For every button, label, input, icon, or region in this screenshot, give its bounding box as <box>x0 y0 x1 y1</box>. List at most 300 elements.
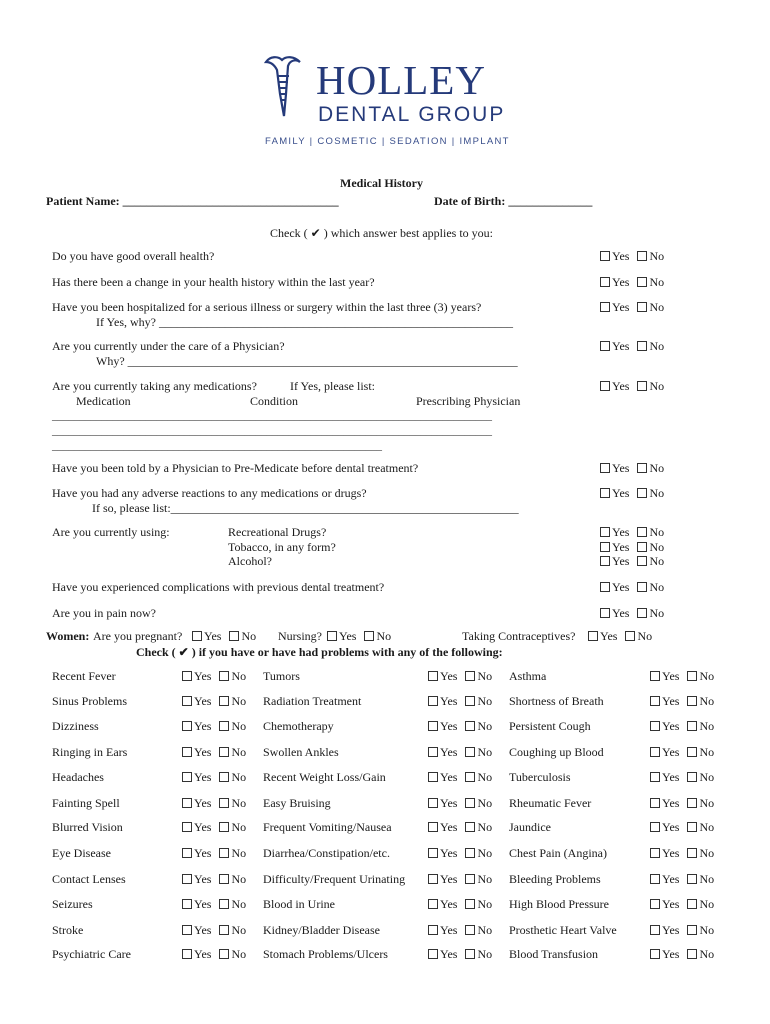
yes-checkbox[interactable] <box>182 671 192 681</box>
no-checkbox[interactable] <box>219 874 229 884</box>
no-label: No <box>231 719 247 733</box>
no-label: No <box>649 300 665 314</box>
yes-label: Yes <box>662 846 680 860</box>
no-label: No <box>231 770 247 784</box>
no-label: No <box>231 947 247 961</box>
condition-label: Seizures <box>52 897 93 911</box>
yes-no-checkboxes <box>600 580 664 595</box>
no-label: No <box>231 872 247 886</box>
no-checkbox[interactable] <box>687 696 697 706</box>
no-checkbox[interactable] <box>465 671 475 681</box>
no-checkbox[interactable] <box>465 848 475 858</box>
yes-checkbox[interactable] <box>600 556 610 566</box>
yes-label: Yes <box>612 461 630 475</box>
yes-checkbox[interactable] <box>182 925 192 935</box>
question-subtext: Tobacco, in any form? <box>228 540 336 554</box>
condition-label: Asthma <box>509 669 547 683</box>
yes-label: Yes <box>662 947 680 961</box>
yes-no-checkboxes <box>600 525 664 540</box>
yes-label: Yes <box>440 669 458 683</box>
no-checkbox[interactable] <box>219 747 229 757</box>
condition-label: Easy Bruising <box>263 796 331 810</box>
no-checkbox[interactable] <box>687 721 697 731</box>
yes-label: Yes <box>194 897 212 911</box>
no-checkbox[interactable] <box>687 747 697 757</box>
yes-no-checkboxes <box>428 719 492 734</box>
no-label: No <box>699 796 715 810</box>
condition-label: Shortness of Breath <box>509 694 604 708</box>
yes-label: Yes <box>440 947 458 961</box>
yes-checkbox[interactable] <box>650 798 660 808</box>
no-checkbox[interactable] <box>465 874 475 884</box>
no-label: No <box>649 486 665 500</box>
condition-label: Frequent Vomiting/Nausea <box>263 820 392 834</box>
yes-no-checkboxes <box>182 770 246 785</box>
women-label: Women: <box>46 629 90 643</box>
yes-label: Yes <box>612 275 630 289</box>
question-text: Are you currently taking any medications? <box>52 379 257 393</box>
yes-label: Yes <box>440 770 458 784</box>
yes-no-checkboxes <box>600 249 664 264</box>
logo-tagline: FAMILY | COSMETIC | SEDATION | IMPLANT <box>265 136 510 147</box>
yes-label: Yes <box>612 249 630 263</box>
condition-label: Kidney/Bladder Disease <box>263 923 380 937</box>
condition-label: Blood Transfusion <box>509 947 599 961</box>
yes-label: Yes <box>440 897 458 911</box>
yes-label: Yes <box>662 820 680 834</box>
no-label: No <box>649 554 665 568</box>
no-label: No <box>477 770 493 784</box>
no-label: No <box>241 629 257 643</box>
no-checkbox[interactable] <box>637 542 647 552</box>
condition-label: Swollen Ankles <box>263 745 339 759</box>
condition-label: Prosthetic Heart Valve <box>509 923 617 937</box>
condition-label: Ringing in Ears <box>52 745 128 759</box>
no-checkbox[interactable] <box>637 341 647 351</box>
no-checkbox[interactable] <box>219 848 229 858</box>
no-checkbox[interactable] <box>687 949 697 959</box>
no-label: No <box>477 923 493 937</box>
condition-label: Contact Lenses <box>52 872 126 886</box>
yes-no-checkboxes <box>428 947 492 962</box>
condition-label: Psychiatric Care <box>52 947 131 961</box>
yes-no-checkboxes <box>182 897 246 912</box>
yes-no-checkboxes <box>650 820 714 835</box>
no-checkbox[interactable] <box>465 949 475 959</box>
no-label: No <box>477 796 493 810</box>
yes-no-checkboxes <box>182 923 246 938</box>
logo-subtitle: DENTAL GROUP <box>318 103 506 126</box>
yes-label: Yes <box>440 872 458 886</box>
yes-checkbox[interactable] <box>650 696 660 706</box>
yes-checkbox[interactable] <box>428 822 438 832</box>
yes-no-checkboxes <box>650 719 714 734</box>
no-checkbox[interactable] <box>637 527 647 537</box>
question-text: Has there been a change in your health history within the last year? <box>52 275 375 289</box>
condition-label: Rheumatic Fever <box>509 796 592 810</box>
yes-checkbox[interactable] <box>650 899 660 909</box>
yes-label: Yes <box>440 796 458 810</box>
yes-no-checkboxes <box>650 669 714 684</box>
no-checkbox[interactable] <box>637 608 647 618</box>
yes-checkbox[interactable] <box>650 772 660 782</box>
no-label: No <box>477 872 493 886</box>
yes-no-checkboxes <box>650 846 714 861</box>
no-checkbox[interactable] <box>219 772 229 782</box>
condition-label: Headaches <box>52 770 104 784</box>
yes-no-checkboxes <box>428 745 492 760</box>
question-text: Are you in pain now? <box>52 606 156 620</box>
no-checkbox[interactable] <box>687 671 697 681</box>
no-checkbox[interactable] <box>637 381 647 391</box>
yes-no-checkboxes <box>428 872 492 887</box>
blank-line: ________________________________________________________________________________ <box>52 425 492 437</box>
no-label: No <box>649 275 665 289</box>
no-checkbox[interactable] <box>465 822 475 832</box>
yes-no-checkboxes <box>182 820 246 835</box>
condition-label: Bleeding Problems <box>509 872 601 886</box>
yes-checkbox[interactable] <box>428 949 438 959</box>
no-checkbox[interactable] <box>625 631 635 641</box>
yes-no-checkboxes <box>650 897 714 912</box>
no-checkbox[interactable] <box>219 925 229 935</box>
yes-label: Yes <box>662 745 680 759</box>
question-text: Have you experienced complications with previous dental treatment? <box>52 580 385 594</box>
yes-checkbox[interactable] <box>650 822 660 832</box>
condition-label: Coughing up Blood <box>509 745 604 759</box>
logo <box>262 54 512 154</box>
yes-checkbox[interactable] <box>182 696 192 706</box>
yes-checkbox[interactable] <box>650 949 660 959</box>
yes-label: Yes <box>662 796 680 810</box>
yes-no-checkboxes <box>650 923 714 938</box>
yes-no-checkboxes <box>650 796 714 811</box>
yes-no-checkboxes <box>588 629 652 644</box>
yes-checkbox[interactable] <box>182 848 192 858</box>
no-label: No <box>649 249 665 263</box>
yes-no-checkboxes <box>428 796 492 811</box>
date-of-birth-field: Date of Birth: ______________ <box>434 194 593 208</box>
page-title: Medical History <box>340 176 423 190</box>
yes-label: Yes <box>194 719 212 733</box>
yes-checkbox[interactable] <box>600 341 610 351</box>
yes-checkbox[interactable] <box>182 721 192 731</box>
yes-checkbox[interactable] <box>650 874 660 884</box>
yes-label: Yes <box>612 525 630 539</box>
yes-checkbox[interactable] <box>182 772 192 782</box>
no-label: No <box>231 897 247 911</box>
yes-checkbox[interactable] <box>600 608 610 618</box>
yes-checkbox[interactable] <box>428 899 438 909</box>
yes-label: Yes <box>662 770 680 784</box>
no-label: No <box>637 629 653 643</box>
yes-no-checkboxes <box>600 540 664 555</box>
yes-no-checkboxes <box>428 923 492 938</box>
no-checkbox[interactable] <box>637 277 647 287</box>
yes-label: Yes <box>194 745 212 759</box>
no-checkbox[interactable] <box>219 798 229 808</box>
question-subtext: If Yes, please list: <box>290 379 375 393</box>
yes-checkbox[interactable] <box>182 874 192 884</box>
yes-label: Yes <box>194 947 212 961</box>
yes-no-checkboxes <box>182 694 246 709</box>
question-subtext: If so, please list:__________________________________________________________ <box>92 501 519 515</box>
blank-line: ________________________________________________________________________________ <box>52 410 492 422</box>
yes-checkbox[interactable] <box>182 747 192 757</box>
yes-label: Yes <box>194 820 212 834</box>
no-checkbox[interactable] <box>219 671 229 681</box>
no-checkbox[interactable] <box>465 925 475 935</box>
yes-no-checkboxes <box>650 770 714 785</box>
yes-no-checkboxes <box>428 669 492 684</box>
no-label: No <box>649 461 665 475</box>
no-checkbox[interactable] <box>687 772 697 782</box>
yes-no-checkboxes <box>428 820 492 835</box>
yes-checkbox[interactable] <box>600 527 610 537</box>
yes-checkbox[interactable] <box>428 696 438 706</box>
no-checkbox[interactable] <box>637 302 647 312</box>
yes-checkbox[interactable] <box>600 302 610 312</box>
yes-checkbox[interactable] <box>600 582 610 592</box>
no-checkbox[interactable] <box>637 582 647 592</box>
yes-label: Yes <box>440 694 458 708</box>
condition-label: High Blood Pressure <box>509 897 609 911</box>
no-checkbox[interactable] <box>687 822 697 832</box>
question-text: Have you been hospitalized for a serious illness or surgery within the last three (3) years? <box>52 300 482 314</box>
no-label: No <box>699 770 715 784</box>
yes-label: Yes <box>662 923 680 937</box>
no-label: No <box>699 745 715 759</box>
yes-checkbox[interactable] <box>428 671 438 681</box>
yes-no-checkboxes <box>428 694 492 709</box>
no-checkbox[interactable] <box>465 721 475 731</box>
no-label: No <box>699 719 715 733</box>
no-checkbox[interactable] <box>465 899 475 909</box>
no-label: No <box>231 669 247 683</box>
no-checkbox[interactable] <box>687 874 697 884</box>
no-label: No <box>699 820 715 834</box>
yes-checkbox[interactable] <box>182 798 192 808</box>
yes-label: Yes <box>662 694 680 708</box>
yes-checkbox[interactable] <box>182 899 192 909</box>
no-checkbox[interactable] <box>219 899 229 909</box>
yes-no-checkboxes <box>600 379 664 394</box>
yes-no-checkboxes <box>182 947 246 962</box>
no-checkbox[interactable] <box>465 798 475 808</box>
yes-checkbox[interactable] <box>428 848 438 858</box>
condition-label: Persistent Cough <box>509 719 591 733</box>
condition-label: Recent Fever <box>52 669 116 683</box>
condition-label: Stomach Problems/Ulcers <box>263 947 388 961</box>
yes-checkbox[interactable] <box>428 925 438 935</box>
yes-label: Yes <box>194 770 212 784</box>
yes-no-checkboxes <box>182 846 246 861</box>
yes-label: Yes <box>612 540 630 554</box>
yes-label: Yes <box>194 669 212 683</box>
no-checkbox[interactable] <box>465 747 475 757</box>
yes-label: Yes <box>194 796 212 810</box>
condition-label: Eye Disease <box>52 846 111 860</box>
no-label: No <box>231 745 247 759</box>
no-checkbox[interactable] <box>637 463 647 473</box>
yes-no-checkboxes <box>600 606 664 621</box>
condition-label: Diarrhea/Constipation/etc. <box>263 846 390 860</box>
logo-name: HOLLEY <box>316 57 486 103</box>
condition-label: Chest Pain (Angina) <box>509 846 607 860</box>
no-checkbox[interactable] <box>637 556 647 566</box>
no-checkbox[interactable] <box>687 798 697 808</box>
no-label: No <box>231 694 247 708</box>
yes-label: Yes <box>440 923 458 937</box>
question-text: Do you have good overall health? <box>52 249 215 263</box>
condition-label: Tumors <box>263 669 300 683</box>
no-checkbox[interactable] <box>687 899 697 909</box>
no-label: No <box>699 846 715 860</box>
column-header: Prescribing Physician <box>416 394 521 408</box>
yes-checkbox[interactable] <box>428 798 438 808</box>
question-text: Have you had any adverse reactions to any medications or drugs? <box>52 486 367 500</box>
yes-no-checkboxes <box>182 669 246 684</box>
pregnant-question: Are you pregnant? <box>93 629 183 643</box>
yes-checkbox[interactable] <box>600 463 610 473</box>
no-label: No <box>231 923 247 937</box>
no-checkbox[interactable] <box>219 949 229 959</box>
question-subtext: If Yes, why? ___________________________________________________________ <box>96 315 513 329</box>
no-checkbox[interactable] <box>687 925 697 935</box>
yes-checkbox[interactable] <box>650 848 660 858</box>
yes-label: Yes <box>662 669 680 683</box>
no-checkbox[interactable] <box>219 822 229 832</box>
yes-label: Yes <box>662 897 680 911</box>
yes-checkbox[interactable] <box>182 822 192 832</box>
yes-checkbox[interactable] <box>588 631 598 641</box>
yes-no-checkboxes <box>650 947 714 962</box>
yes-no-checkboxes <box>182 745 246 760</box>
yes-checkbox[interactable] <box>428 874 438 884</box>
column-header: Medication <box>76 394 131 408</box>
yes-label: Yes <box>194 872 212 886</box>
nursing-question: Nursing? <box>278 629 322 643</box>
blank-line: ____________________________________________________________ <box>52 440 382 452</box>
yes-checkbox[interactable] <box>327 631 337 641</box>
yes-checkbox[interactable] <box>600 381 610 391</box>
no-label: No <box>699 669 715 683</box>
condition-label: Blood in Urine <box>263 897 335 911</box>
yes-checkbox[interactable] <box>600 542 610 552</box>
yes-checkbox[interactable] <box>650 671 660 681</box>
no-label: No <box>231 796 247 810</box>
tooth-implant-icon <box>262 54 306 124</box>
condition-label: Stroke <box>52 923 84 937</box>
no-label: No <box>477 897 493 911</box>
yes-no-checkboxes <box>327 629 391 644</box>
yes-checkbox[interactable] <box>650 925 660 935</box>
question-text: Have you been told by a Physician to Pre-Medicate before dental treatment? <box>52 461 419 475</box>
yes-checkbox[interactable] <box>600 251 610 261</box>
no-checkbox[interactable] <box>687 848 697 858</box>
condition-label: Recent Weight Loss/Gain <box>263 770 386 784</box>
no-checkbox[interactable] <box>465 772 475 782</box>
no-checkbox[interactable] <box>219 721 229 731</box>
no-label: No <box>649 525 665 539</box>
no-checkbox[interactable] <box>637 251 647 261</box>
no-label: No <box>649 339 665 353</box>
no-checkbox[interactable] <box>465 696 475 706</box>
yes-no-checkboxes <box>428 770 492 785</box>
condition-label: Dizziness <box>52 719 99 733</box>
yes-checkbox[interactable] <box>182 949 192 959</box>
condition-label: Difficulty/Frequent Urinating <box>263 872 406 886</box>
question-subtext: Recreational Drugs? <box>228 525 327 539</box>
yes-label: Yes <box>612 554 630 568</box>
patient-name-field: Patient Name: ____________________________________ <box>46 194 339 208</box>
instructions: Check ( ✔ ) which answer best applies to you: <box>270 226 494 240</box>
yes-no-checkboxes <box>600 461 664 476</box>
yes-label: Yes <box>440 745 458 759</box>
yes-label: Yes <box>204 629 222 643</box>
condition-label: Blurred Vision <box>52 820 123 834</box>
yes-no-checkboxes <box>600 486 664 501</box>
yes-checkbox[interactable] <box>600 488 610 498</box>
no-checkbox[interactable] <box>637 488 647 498</box>
no-label: No <box>699 872 715 886</box>
condition-label: Chemotherapy <box>263 719 334 733</box>
no-checkbox[interactable] <box>364 631 374 641</box>
yes-checkbox[interactable] <box>428 747 438 757</box>
no-label: No <box>699 923 715 937</box>
yes-no-checkboxes <box>650 745 714 760</box>
yes-label: Yes <box>612 580 630 594</box>
question-subtext: Why? _________________________________________________________________ <box>96 354 518 368</box>
condition-label: Radiation Treatment <box>263 694 362 708</box>
yes-label: Yes <box>440 846 458 860</box>
no-label: No <box>477 846 493 860</box>
yes-checkbox[interactable] <box>428 721 438 731</box>
no-label: No <box>649 540 665 554</box>
yes-label: Yes <box>339 629 357 643</box>
no-label: No <box>477 947 493 961</box>
yes-label: Yes <box>612 300 630 314</box>
yes-checkbox[interactable] <box>650 747 660 757</box>
condition-label: Tuberculosis <box>509 770 571 784</box>
yes-no-checkboxes <box>600 554 664 569</box>
column-header: Condition <box>250 394 299 408</box>
no-label: No <box>477 694 493 708</box>
yes-label: Yes <box>440 820 458 834</box>
no-label: No <box>699 694 715 708</box>
yes-label: Yes <box>194 923 212 937</box>
yes-no-checkboxes <box>428 846 492 861</box>
contraceptives-question: Taking Contraceptives? <box>462 629 576 643</box>
no-label: No <box>699 947 715 961</box>
yes-no-checkboxes <box>600 300 664 315</box>
no-checkbox[interactable] <box>219 696 229 706</box>
no-label: No <box>477 820 493 834</box>
yes-label: Yes <box>662 872 680 886</box>
condition-label: Jaundice <box>509 820 551 834</box>
yes-checkbox[interactable] <box>192 631 202 641</box>
no-checkbox[interactable] <box>229 631 239 641</box>
yes-checkbox[interactable] <box>428 772 438 782</box>
yes-no-checkboxes <box>182 719 246 734</box>
yes-label: Yes <box>662 719 680 733</box>
yes-checkbox[interactable] <box>600 277 610 287</box>
no-label: No <box>376 629 392 643</box>
no-label: No <box>699 897 715 911</box>
yes-checkbox[interactable] <box>650 721 660 731</box>
no-label: No <box>477 669 493 683</box>
no-label: No <box>231 846 247 860</box>
